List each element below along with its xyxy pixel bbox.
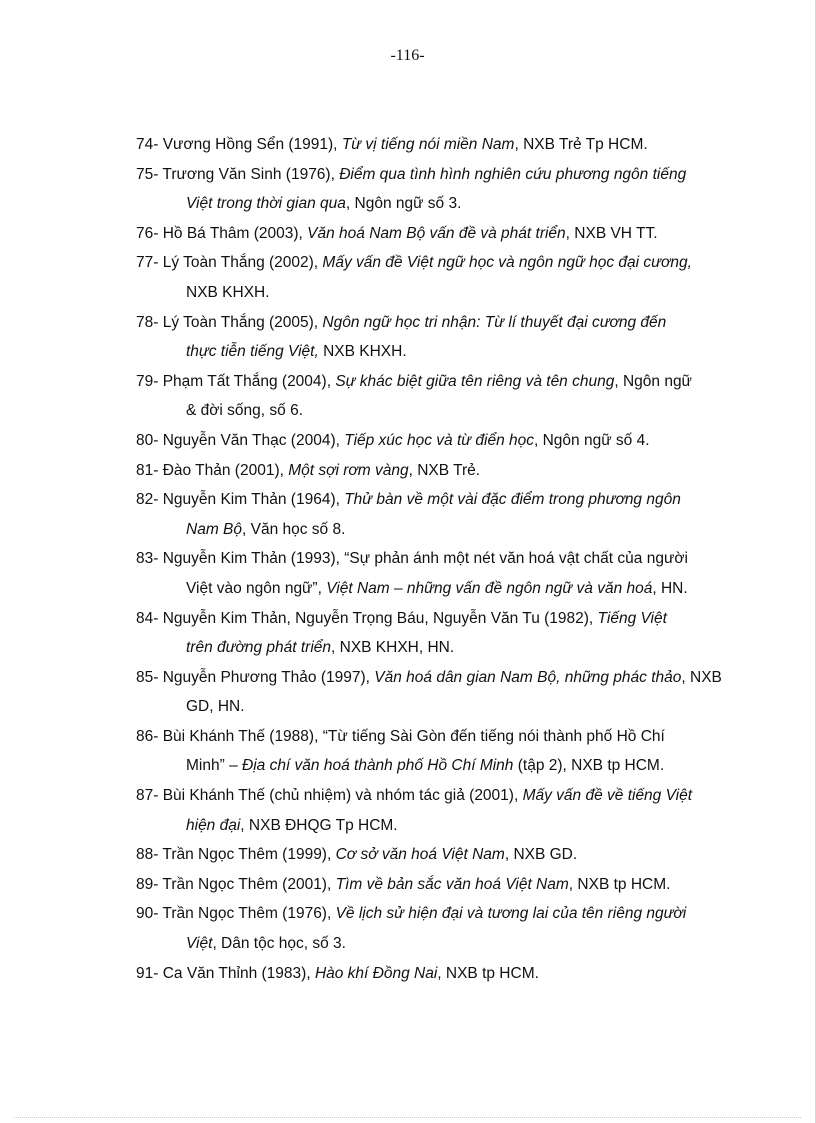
- reference-text: , HN.: [652, 579, 688, 597]
- reference-line: [136, 432, 650, 449]
- reference-text: 76- Hồ Bá Thâm (2003),: [136, 224, 308, 242]
- reference-title-text: Tiếp xúc học và từ điển học: [344, 431, 534, 449]
- reference-text: 85- Nguyễn Phương Thảo (1997),: [136, 668, 375, 686]
- reference-text: 78- Lý Toàn Thắng (2005),: [136, 313, 323, 331]
- reference-continuation-line: [136, 189, 736, 219]
- reference-title-text: Địa chí văn hoá thành phố Hồ Chí Minh: [242, 757, 514, 775]
- reference-continuation-line: [136, 633, 736, 663]
- reference-title-text: thực tiễn tiếng Việt,: [186, 343, 319, 361]
- reference-text: 79- Phạm Tất Thắng (2004),: [136, 372, 336, 390]
- reference-text: Việt vào ngôn ngữ”,: [186, 579, 327, 597]
- reference-entry-r83: [136, 544, 736, 603]
- reference-text: , NXB KHXH, HN.: [331, 639, 455, 657]
- reference-entry-r90: [136, 899, 736, 958]
- reference-text: , NXB Trẻ.: [408, 461, 481, 479]
- reference-text: , NXB ĐHQG Tp HCM.: [240, 816, 398, 834]
- reference-entry-r75: [136, 160, 736, 219]
- reference-title-text: Việt Nam – những vấn đề ngôn ngữ và văn hoá: [326, 579, 653, 597]
- reference-text: , NXB VH TT.: [565, 224, 658, 242]
- reference-text: 87- Bùi Khánh Thế (chủ nhiệm) và nhóm tác giả (2001),: [136, 787, 523, 805]
- reference-entry-r80: [136, 426, 736, 456]
- reference-continuation-line: [136, 929, 736, 959]
- reference-list: [136, 130, 736, 988]
- reference-text: & đời sống, số 6.: [186, 402, 304, 420]
- reference-text: , Ngôn ngữ số 3.: [345, 195, 462, 213]
- reference-title-text: Sự khác biệt giữa tên riêng và tên chung: [335, 372, 615, 390]
- page-number: -116-: [390, 47, 425, 64]
- reference-line: [136, 787, 692, 804]
- reference-line: [136, 314, 666, 331]
- reference-title-text: Mấy vấn đề Việt ngữ học và ngôn ngữ học đại cương,: [322, 254, 692, 272]
- reference-text: 82- Nguyễn Kim Thản (1964),: [136, 491, 345, 509]
- reference-entry-r81: [136, 456, 736, 486]
- reference-text: 83- Nguyễn Kim Thản (1993), “Sự phản ánh một nét văn hoá vật chất của người: [136, 550, 688, 568]
- reference-line: [136, 846, 577, 863]
- reference-text: Minh” –: [186, 757, 242, 775]
- reference-text: 91- Ca Văn Thỉnh (1983),: [136, 964, 315, 982]
- reference-text: , NXB: [681, 668, 722, 686]
- reference-entry-r77: [136, 248, 736, 307]
- reference-title-text: Tiếng Việt: [597, 609, 667, 627]
- reference-text: 74- Vương Hồng Sển (1991),: [136, 136, 342, 153]
- reference-line: [136, 550, 688, 567]
- reference-line: [136, 166, 686, 183]
- reference-title-text: Ngôn ngữ học tri nhận: Từ lí thuyết đại cương đến: [322, 313, 667, 331]
- reference-entry-r76: [136, 219, 736, 249]
- reference-line: [136, 136, 648, 153]
- reference-continuation-line: [136, 811, 736, 841]
- reference-text: 86- Bùi Khánh Thế (1988), “Từ tiếng Sài Gòn đến tiếng nói thành phố Hồ Chí: [136, 727, 665, 745]
- reference-text: NXB KHXH.: [318, 343, 407, 361]
- reference-line: [136, 254, 692, 271]
- reference-entry-r84: [136, 604, 736, 663]
- page-bottom-divider: [14, 1117, 801, 1118]
- reference-text: , Ngôn ngữ số 4.: [534, 431, 650, 449]
- reference-title-text: Việt: [186, 935, 213, 953]
- reference-text: 77- Lý Toàn Thắng (2002),: [136, 254, 323, 272]
- reference-entry-r89: [136, 870, 736, 900]
- reference-text: GD, HN.: [186, 698, 245, 716]
- reference-line: [136, 728, 665, 745]
- reference-text: , Ngôn ngữ: [614, 372, 692, 390]
- reference-line: [136, 491, 681, 508]
- reference-text: (tập 2), NXB tp HCM.: [513, 757, 665, 775]
- reference-continuation-line: [136, 396, 736, 426]
- reference-line: [136, 610, 667, 627]
- reference-text: , Văn học số 8.: [242, 520, 346, 538]
- reference-title-text: Văn hoá Nam Bộ vấn đề và phát triển: [307, 224, 566, 242]
- reference-continuation-line: [136, 692, 736, 722]
- reference-text: 81- Đào Thản (2001),: [136, 461, 289, 479]
- reference-continuation-line: [136, 337, 736, 367]
- reference-title-text: Mấy vấn đề về tiếng Việt: [522, 787, 693, 805]
- reference-text: 90- Trần Ngọc Thêm (1976),: [136, 905, 336, 923]
- reference-line: [136, 225, 658, 242]
- reference-entry-r74: [136, 130, 736, 160]
- reference-text: 80- Nguyễn Văn Thạc (2004),: [136, 431, 345, 449]
- reference-continuation-line: [136, 751, 736, 781]
- reference-entry-r82: [136, 485, 736, 544]
- reference-title-text: Văn hoá dân gian Nam Bộ, những phác thảo: [374, 668, 682, 686]
- reference-entry-r88: [136, 840, 736, 870]
- reference-text: , NXB tp HCM.: [437, 964, 539, 982]
- reference-text: 88- Trần Ngọc Thêm (1999),: [136, 846, 336, 864]
- reference-entry-r78: [136, 308, 736, 367]
- reference-line: [136, 965, 539, 982]
- reference-entry-r85: [136, 663, 736, 722]
- reference-title-text: trên đường phát triển: [186, 639, 332, 657]
- reference-continuation-line: [136, 515, 736, 545]
- reference-title-text: Việt trong thời gian qua: [186, 195, 346, 213]
- reference-continuation-line: [136, 574, 736, 604]
- reference-entry-r79: [136, 367, 736, 426]
- reference-title-text: Tìm về bản sắc văn hoá Việt Nam: [335, 875, 569, 893]
- reference-title-text: Từ vị tiếng nói miền Nam: [341, 136, 515, 153]
- reference-text: 84- Nguyễn Kim Thản, Nguyễn Trọng Báu, Nguyễn Văn Tu (1982),: [136, 609, 598, 627]
- reference-title-text: Nam Bộ: [186, 520, 242, 538]
- reference-text: , NXB Trẻ Tp HCM.: [514, 136, 648, 153]
- reference-entry-r86: [136, 722, 736, 781]
- reference-entry-r91: [136, 959, 736, 989]
- reference-title-text: Thử bàn về một vài đặc điểm trong phương ngôn: [344, 491, 681, 509]
- reference-text: , NXB GD.: [504, 846, 578, 864]
- reference-title-text: Hào khí Đồng Nai: [314, 964, 438, 982]
- reference-line: [136, 876, 670, 893]
- reference-text: , NXB tp HCM.: [568, 875, 671, 893]
- reference-line: [136, 462, 480, 479]
- reference-line: [136, 905, 686, 922]
- reference-entry-r87: [136, 781, 736, 840]
- reference-title-text: Về lịch sử hiện đại và tương lai của tên riêng người: [335, 905, 687, 923]
- reference-text: , Dân tộc học, số 3.: [212, 935, 346, 953]
- reference-text: 75- Trương Văn Sinh (1976),: [136, 165, 340, 183]
- reference-text: NXB KHXH.: [186, 283, 270, 301]
- reference-title-text: Cơ sở văn hoá Việt Nam: [335, 846, 505, 864]
- reference-line: [136, 373, 692, 390]
- reference-title-text: Điểm qua tình hình nghiên cứu phương ngôn tiếng: [339, 165, 687, 183]
- reference-text: 89- Trần Ngọc Thêm (2001),: [136, 875, 336, 893]
- reference-line: [136, 669, 722, 686]
- reference-title-text: hiện đại: [186, 816, 241, 834]
- reference-continuation-line: [136, 278, 736, 308]
- reference-title-text: Một sợi rơm vàng: [288, 461, 409, 479]
